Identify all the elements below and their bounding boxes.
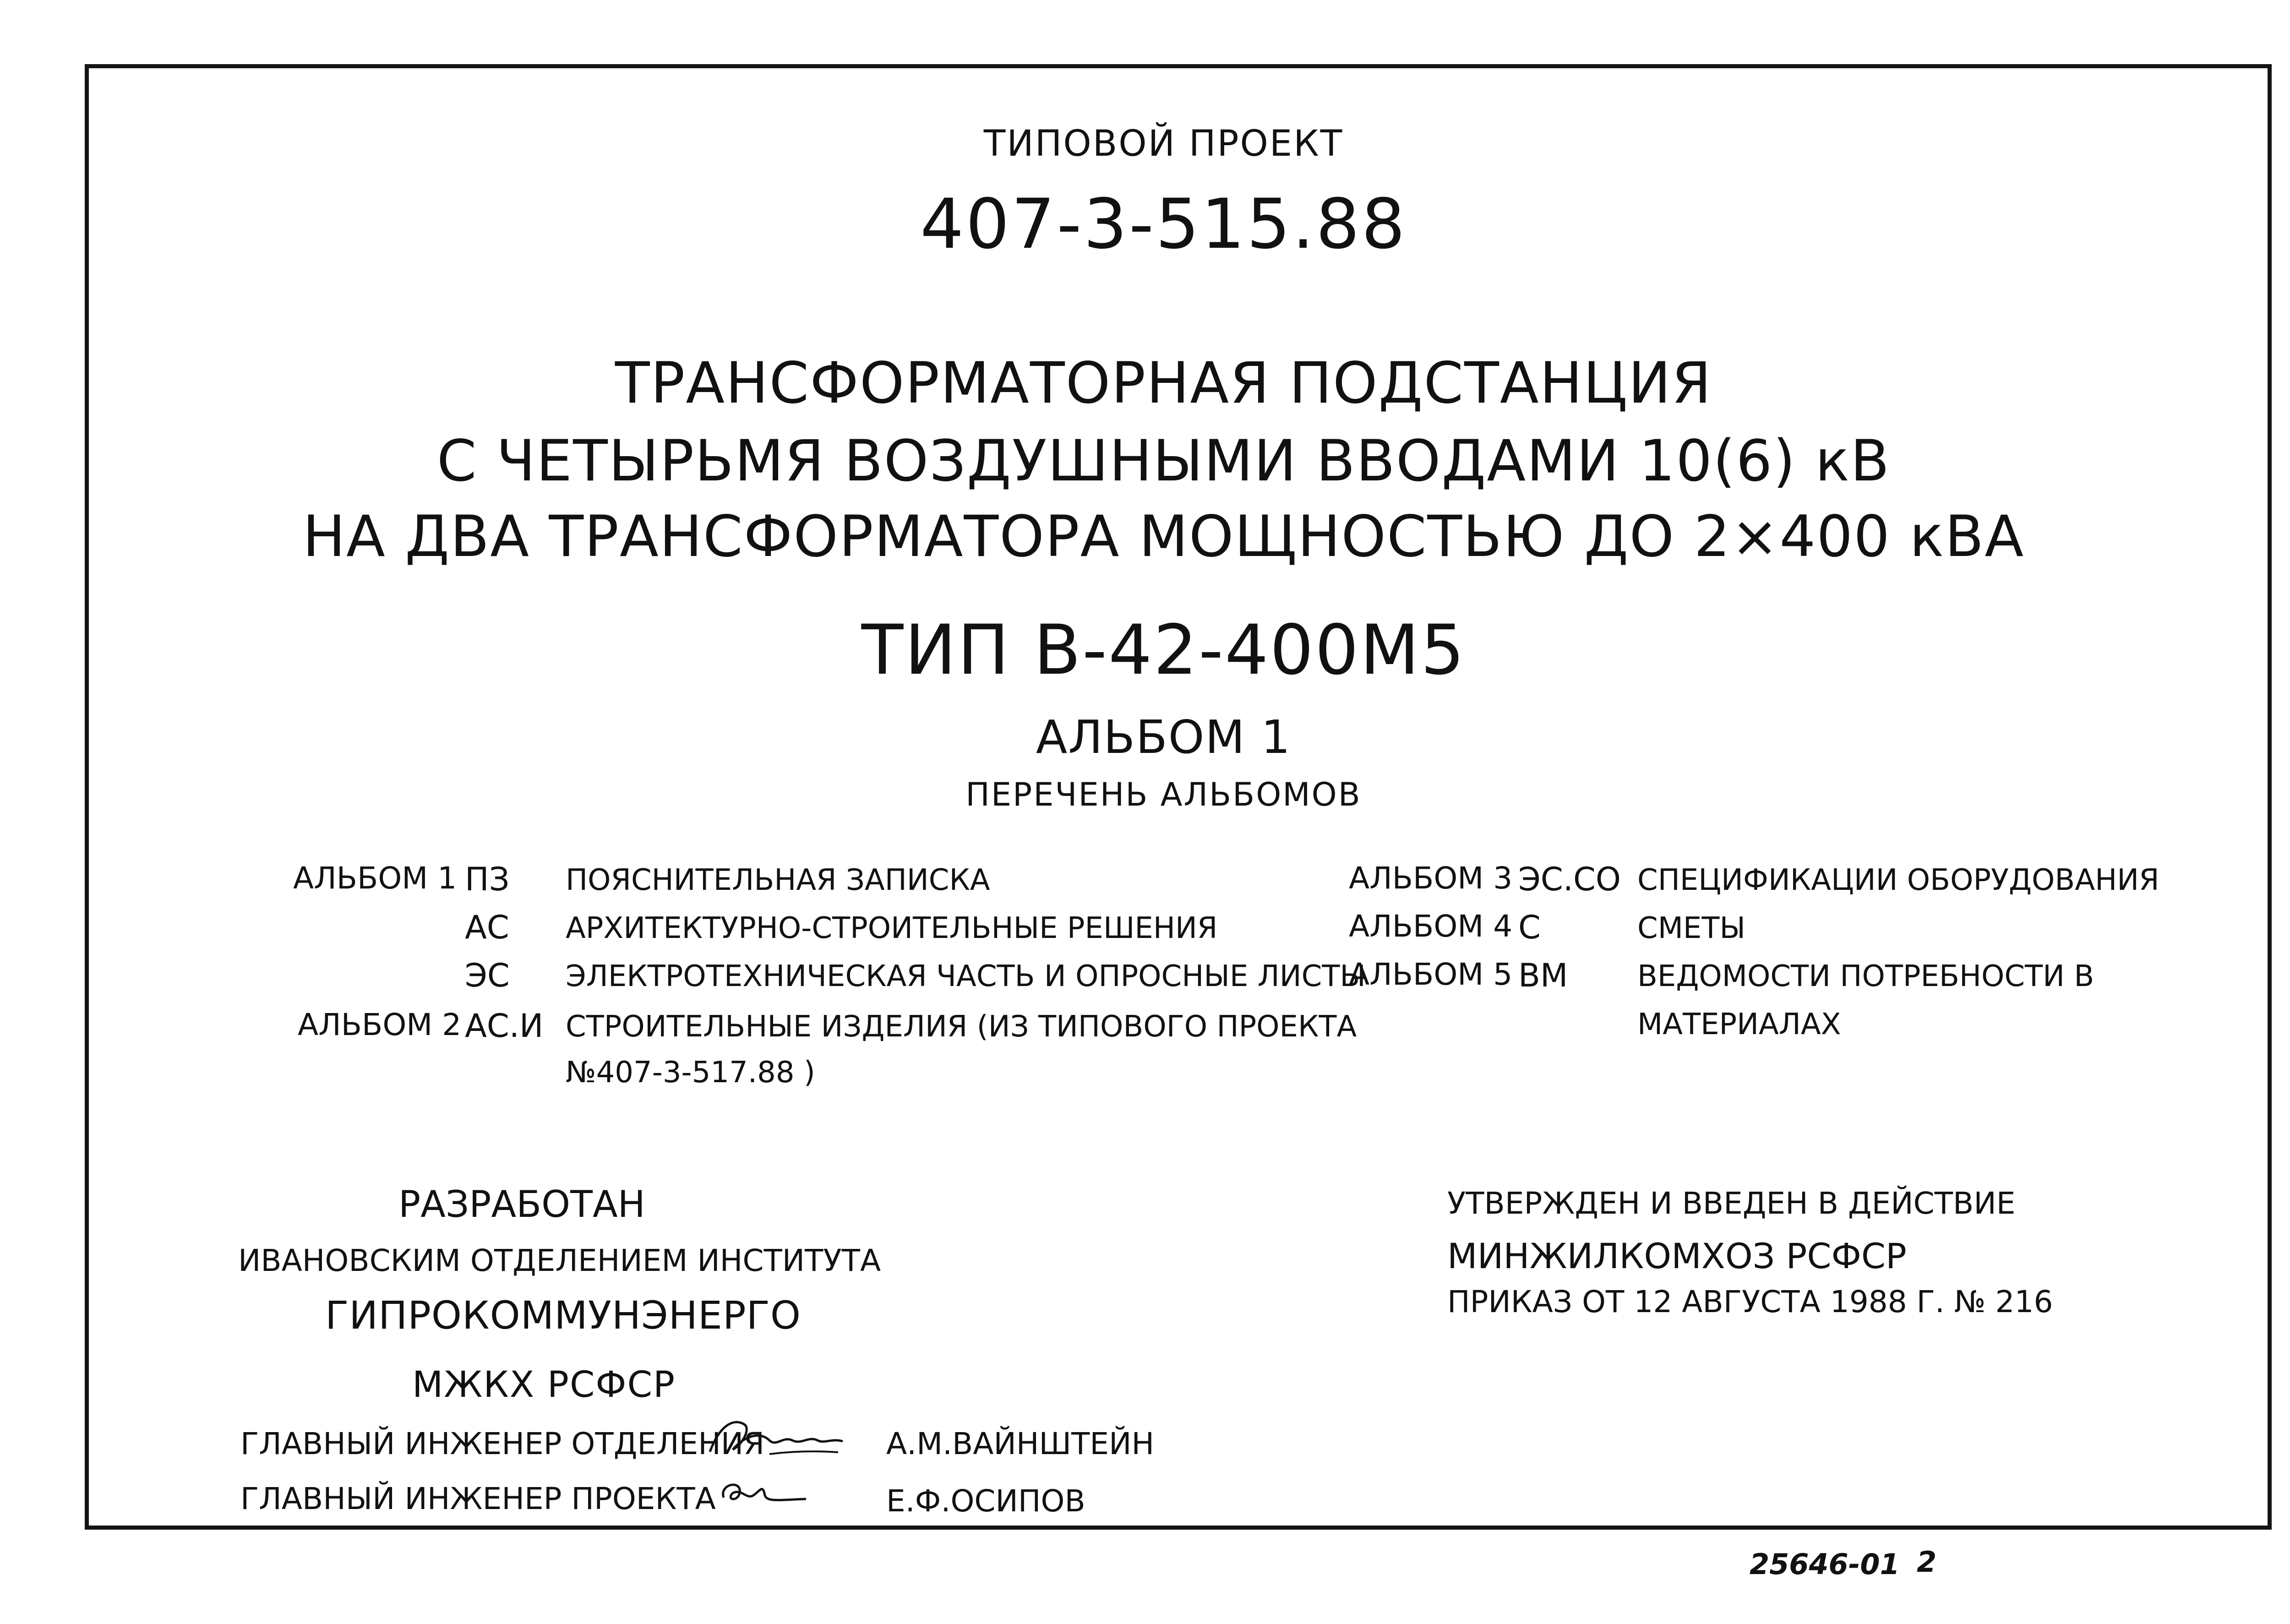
chief-engineer-project-name: Е.Ф.ОСИПОВ [886,1483,1085,1519]
album-description: ВЕДОМОСТИ ПОТРЕБНОСТИ В [1637,959,2094,993]
album-description: ПОЯСНИТЕЛЬНАЯ ЗАПИСКА [566,863,990,897]
album-description-continued: №407-3-517.88 ) [566,1056,815,1090]
document-code: 407-3-515.88 [920,185,1407,264]
album-description: СТРОИТЕЛЬНЫЕ ИЗДЕЛИЯ (ИЗ ТИПОВОГО ПРОЕКТА [566,1010,1357,1044]
developer-institute-line: ИВАНОВСКИМ ОТДЕЛЕНИЕМ ИНСТИТУТА [238,1243,881,1278]
album-code: ЭС.СО [1518,861,1621,898]
album-label: АЛЬБОМ 2 [298,1007,462,1042]
page-number: 2 [1917,1545,1937,1579]
album-current: АЛЬБОМ 1 [1036,710,1292,764]
approval-ministry: МИНЖИЛКОМХОЗ РСФСР [1447,1236,1907,1276]
album-description-continued: МАТЕРИАЛАХ [1637,1008,1841,1041]
title-line-2: С ЧЕТЫРЬМЯ ВОЗДУШНЫМИ ВВОДАМИ 10(6) кВ [436,428,1891,494]
album-code: АС [465,909,509,946]
album-list-title: ПЕРЕЧЕНЬ АЛЬБОМОВ [965,776,1362,813]
album-description: АРХИТЕКТУРНО-СТРОИТЕЛЬНЫЕ РЕШЕНИЯ [566,911,1218,945]
title-line-1: ТРАНСФОРМАТОРНАЯ ПОДСТАНЦИЯ [615,350,1712,416]
album-code: ЭС [465,957,510,994]
developer-organization: ГИПРОКОММУНЭНЕРГО [325,1293,801,1338]
developer-ministry: МЖКХ РСФСР [412,1364,676,1406]
inventory-number: 25646-01 [1750,1548,1900,1581]
album-description: СМЕТЫ [1637,911,1745,945]
album-code: ПЗ [465,861,510,898]
chief-engineer-department-role: ГЛАВНЫЙ ИНЖЕНЕР ОТДЕЛЕНИЯ [240,1426,765,1461]
album-code: ВМ [1518,957,1568,994]
approval-order: ПРИКАЗ ОТ 12 АВГУСТА 1988 Г. № 216 [1447,1284,2053,1319]
signature-osipov [714,1472,820,1514]
developer-title: РАЗРАБОТАН [398,1183,645,1226]
album-code: С [1518,909,1541,946]
title-line-3: НА ДВА ТРАНСФОРМАТОРА МОЩНОСТЬЮ ДО 2×400 кВА [302,504,2025,570]
substation-type: ТИП В-42-400М5 [861,610,1466,690]
approval-line: УТВЕРЖДЕН И ВВЕДЕН В ДЕЙСТВИЕ [1447,1186,2016,1221]
album-label: АЛЬБОМ 1 [293,861,457,896]
album-code: АС.И [465,1007,544,1045]
signature-vainshtein [701,1408,852,1468]
album-description: ЭЛЕКТРОТЕХНИЧЕСКАЯ ЧАСТЬ И ОПРОСНЫЕ ЛИСТЫ [566,959,1366,993]
document-type: ТИПОВОЙ ПРОЕКТ [983,123,1344,164]
chief-engineer-department-name: А.М.ВАЙНШТЕЙН [886,1426,1155,1461]
album-label: АЛЬБОМ 5 [1349,957,1513,992]
chief-engineer-project-role: ГЛАВНЫЙ ИНЖЕНЕР ПРОЕКТА [240,1481,716,1516]
album-description: СПЕЦИФИКАЦИИ ОБОРУДОВАНИЯ [1637,863,2159,897]
album-label: АЛЬБОМ 4 [1349,909,1513,944]
album-label: АЛЬБОМ 3 [1349,861,1513,896]
